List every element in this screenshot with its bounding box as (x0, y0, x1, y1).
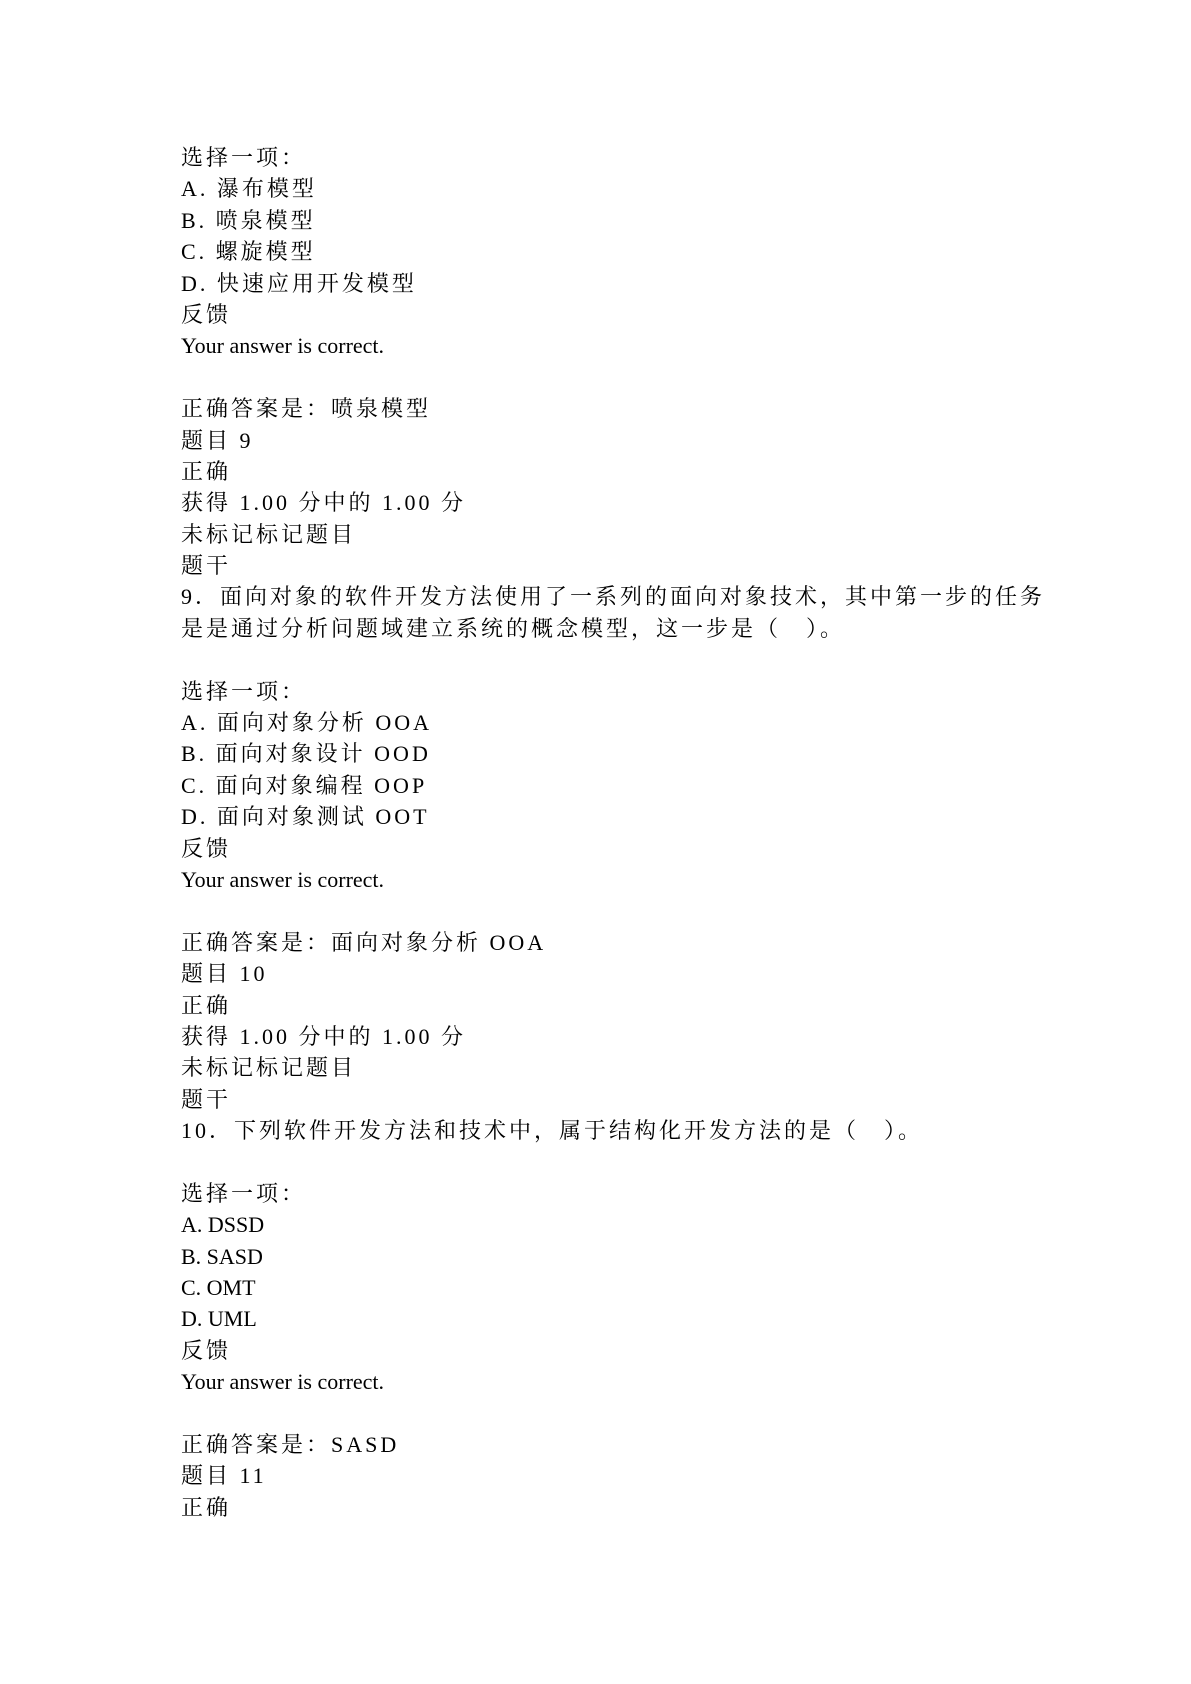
q8-option-a[interactable]: A. 瀑布模型 (181, 176, 317, 202)
q8-prompt: 选择一项： (181, 145, 307, 170)
q10-option-c[interactable]: C. OMT (181, 1275, 256, 1301)
q10-correct-answer: 正确答案是：SASD (181, 1432, 400, 1458)
q9-option-d[interactable]: D. 面向对象测试 OOT (181, 804, 430, 830)
q10-stem-label: 题干 (181, 1086, 232, 1112)
q10-feedback: Your answer is correct. (181, 1369, 385, 1395)
q9-status: 正确 (181, 458, 232, 484)
q11-title: 题目 11 (181, 1463, 267, 1489)
q10-option-b[interactable]: B. SASD (181, 1243, 263, 1269)
spacer (181, 1147, 1061, 1178)
q10-score: 获得 1.00 分中的 1.00 分 (181, 1023, 467, 1049)
spacer (181, 895, 1061, 926)
q9-option-b[interactable]: B. 面向对象设计 OOD (181, 741, 431, 767)
q10-status: 正确 (181, 992, 232, 1018)
q8-feedback-label: 反馈 (181, 301, 232, 327)
q9-title: 题目 9 (181, 427, 254, 453)
q10-title: 题目 10 (181, 961, 268, 987)
q10-feedback-label: 反馈 (181, 1337, 232, 1363)
q9-flag-question[interactable]: 未标记标记题目 (181, 521, 357, 547)
spacer (181, 362, 1061, 393)
q9-option-c[interactable]: C. 面向对象编程 OOP (181, 772, 428, 798)
q10-flag-question[interactable]: 未标记标记题目 (181, 1055, 357, 1081)
q10-option-a[interactable]: A. DSSD (181, 1212, 265, 1238)
q9-correct-answer: 正确答案是：面向对象分析 OOA (181, 929, 547, 955)
q10-prompt: 选择一项： (181, 1180, 307, 1206)
q9-feedback: Your answer is correct. (181, 866, 385, 892)
q9-score: 获得 1.00 分中的 1.00 分 (181, 490, 467, 516)
q8-correct-answer: 正确答案是：喷泉模型 (181, 396, 432, 422)
q10-option-d[interactable]: D. UML (181, 1306, 257, 1332)
q8-feedback: Your answer is correct. (181, 333, 385, 359)
q9-question-line-2: 是是通过分析问题域建立系统的概念模型，这一步是（ ）。 (181, 615, 846, 641)
q10-question: 10．下列软件开发方法和技术中，属于结构化开发方法的是（ ）。 (181, 1118, 924, 1144)
document-page (181, 142, 1061, 1523)
q9-option-a[interactable]: A. 面向对象分析 OOA (181, 710, 433, 736)
q9-feedback-label: 反馈 (181, 835, 232, 861)
q9-prompt: 选择一项： (181, 678, 307, 704)
spacer (181, 644, 1061, 675)
q11-status: 正确 (181, 1494, 232, 1520)
q8-option-d[interactable]: D. 快速应用开发模型 (181, 270, 417, 296)
q8-option-c[interactable]: C. 螺旋模型 (181, 239, 316, 265)
q8-option-b[interactable]: B. 喷泉模型 (181, 207, 316, 233)
spacer (181, 1398, 1061, 1429)
q9-question-line-1: 9．面向对象的软件开发方法使用了一系列的面向对象技术，其中第一步的任务 (181, 584, 1046, 610)
q9-stem-label: 题干 (181, 553, 232, 579)
